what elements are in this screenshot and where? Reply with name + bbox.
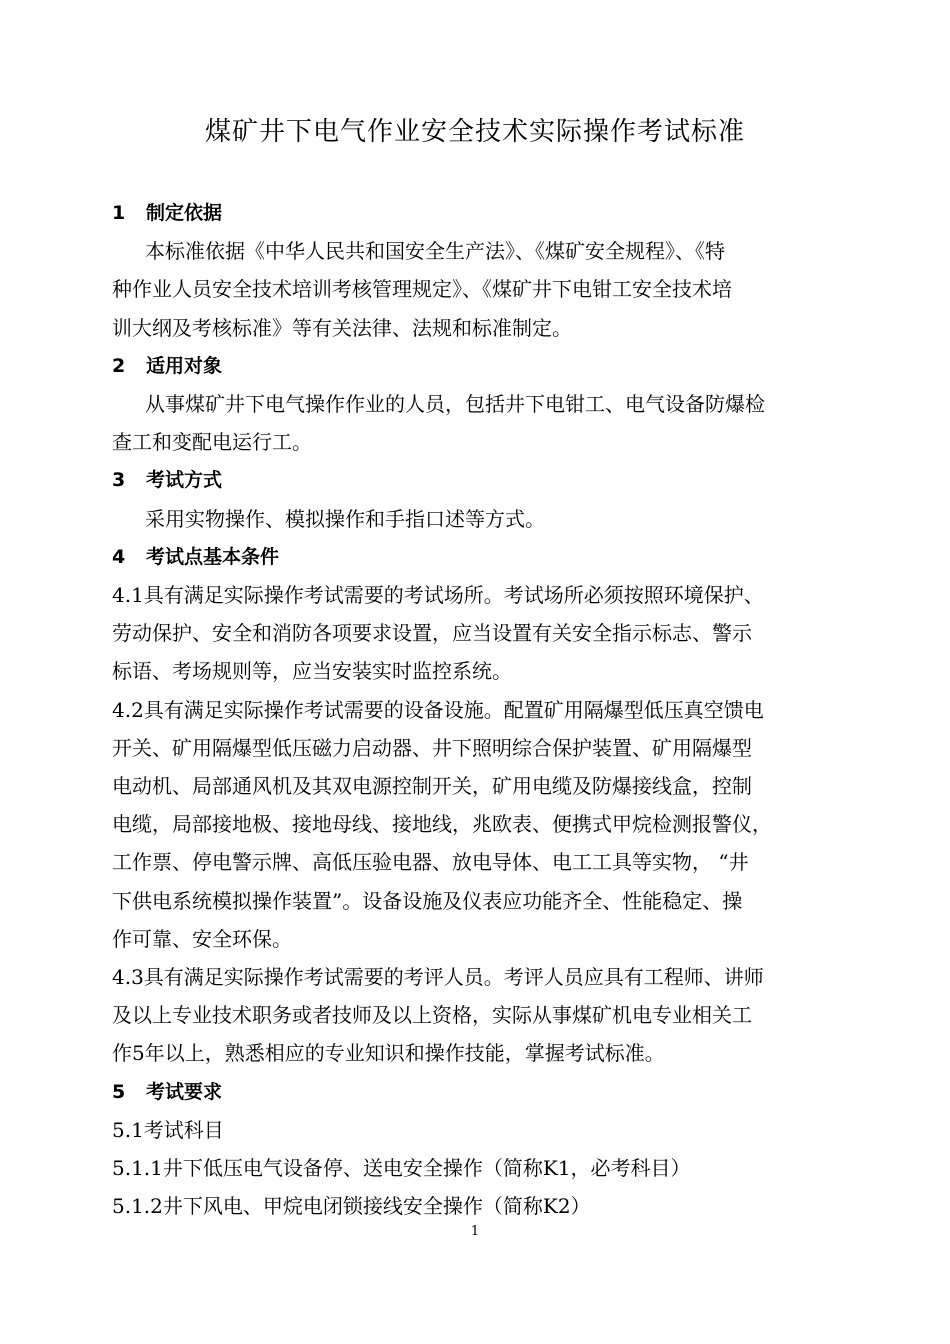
paragraph-line: 及以上专业技术职务或者技师及以上资格，实际从事煤矿机电专业相关工 [112,1003,752,1028]
paragraph-line: 4.1具有满足实际操作考试需要的考试场所。考试场所必须按照环境保护、 [112,583,764,607]
paragraph-line: 采用实物操作、模拟操作和手指口述等方式。 [145,506,545,531]
page-number: 1 [470,1224,480,1239]
section-number: 3 [112,469,126,492]
paragraph-line: 作5年以上，熟悉相应的专业知识和操作技能，掌握考试标准。 [112,1041,665,1066]
paragraph-line: 训大纲及考核标准》等有关法律、法规和标准制定。 [112,315,572,340]
section-title: 考试方式 [146,469,223,492]
section-heading [112,348,222,384]
paragraph-line: 种作业人员安全技术培训考核管理规定》、《煤矿井下电钳工安全技术培 [112,277,732,302]
section-number: 2 [112,354,126,377]
paragraph-line: 5.1.1井下低压电气设备停、送电安全操作（简称K1，必考科目） [112,1156,691,1180]
paragraph-line: 劳动保护、安全和消防各项要求设置，应当设置有关安全指示标志、警示 [112,621,752,646]
section-title: 考试点基本条件 [146,545,280,568]
paragraph-line: 作可靠、安全环保。 [112,926,292,951]
paragraph-line: 4.2具有满足实际操作考试需要的设备设施。配置矿用隔爆型低压真空馈电 [112,697,764,722]
section-title: 制定依据 [146,202,223,224]
paragraph-line: 标语、考场规则等，应当安装实时监控系统。 [112,659,512,684]
section-number: 5 [112,1080,126,1103]
paragraph-line: 电动机、局部通风机及其双电源控制开关，矿用电缆及防爆接线盒，控制 [112,774,752,798]
paragraph-line: 4.3具有满足实际操作考试需要的考评人员。考评人员应具有工程师、讲师 [112,965,764,989]
section-heading [112,195,222,231]
paragraph-line: 开关、矿用隔爆型低压磁力启动器、井下照明综合保护装置、矿用隔爆型 [112,735,752,760]
paragraph-line: 下供电系统模拟操作装置”。设备设施及仪表应功能齐全、性能稳定、操 [112,888,743,913]
section-title: 适用对象 [146,354,223,377]
section-heading [112,1074,222,1110]
paragraph-line: 查工和变配电运行工。 [112,430,312,455]
section-number: 4 [112,545,126,568]
paragraph-line: 5.1考试科目 [112,1117,224,1142]
section-heading [112,539,279,575]
section-number: 1 [112,202,126,224]
paragraph-line: 5.1.2井下风电、甲烷电闭锁接线安全操作（简称K2） [112,1194,591,1219]
paragraph-line: 电缆，局部接地极、接地母线、接地线，兆欧表、便携式甲烷检测报警仪， [112,812,772,837]
paragraph-line: 从事煤矿井下电气操作作业的人员，包括井下电钳工、电气设备防爆检 [145,392,765,416]
paragraph-line: 工作票、停电警示牌、高低压验电器、放电导体、电工工具等实物， “井 [112,850,749,875]
section-title: 考试要求 [146,1080,223,1103]
paragraph-line: 本标准依据《中华人民共和国安全生产法》、《煤矿安全规程》、《特 [145,239,725,264]
section-heading [112,462,222,498]
document-title: 煤矿井下电气作业安全技术实际操作考试标准 [204,117,745,147]
